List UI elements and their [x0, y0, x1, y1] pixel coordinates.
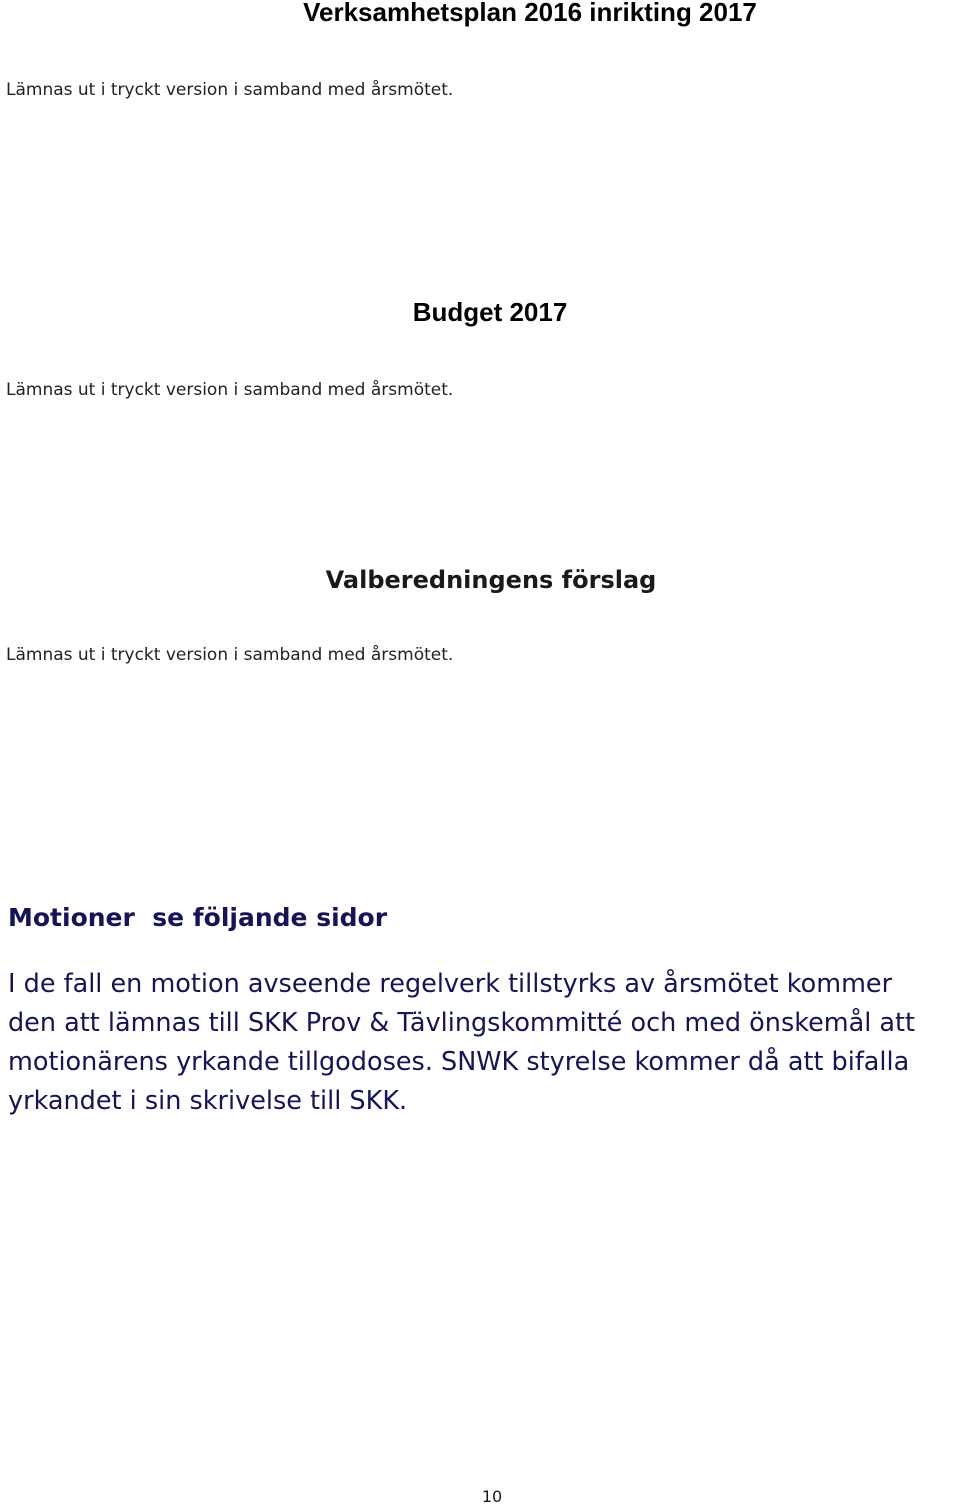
note-budget: Lämnas ut i tryckt version i samband med årsmötet.: [6, 380, 454, 400]
motion-paragraph: [8, 965, 958, 1121]
page-number: 10: [481, 1487, 503, 1506]
motion-line: den att lämnas till SKK Prov & Tävlingskommitté och med önskemål att: [8, 1008, 916, 1038]
note-verksamhetsplan: Lämnas ut i tryckt version i samband med årsmötet.: [6, 80, 454, 100]
motion-line: yrkandet i sin skrivelse till SKK.: [8, 1086, 408, 1116]
heading-valberedningens-forslag: Valberedningens förslag: [325, 566, 657, 594]
heading-verksamhetsplan: Verksamhetsplan 2016 inrikting 2017: [303, 0, 757, 27]
heading-motioner: Motioner se följande sidor: [8, 903, 388, 932]
note-valberedning: Lämnas ut i tryckt version i samband med årsmötet.: [6, 645, 454, 665]
motion-line: I de fall en motion avseende regelverk tillstyrks av årsmötet kommer: [8, 969, 893, 999]
heading-budget: Budget 2017: [412, 297, 568, 327]
motion-line: motionärens yrkande tillgodoses. SNWK styrelse kommer då att bifalla: [8, 1047, 910, 1077]
